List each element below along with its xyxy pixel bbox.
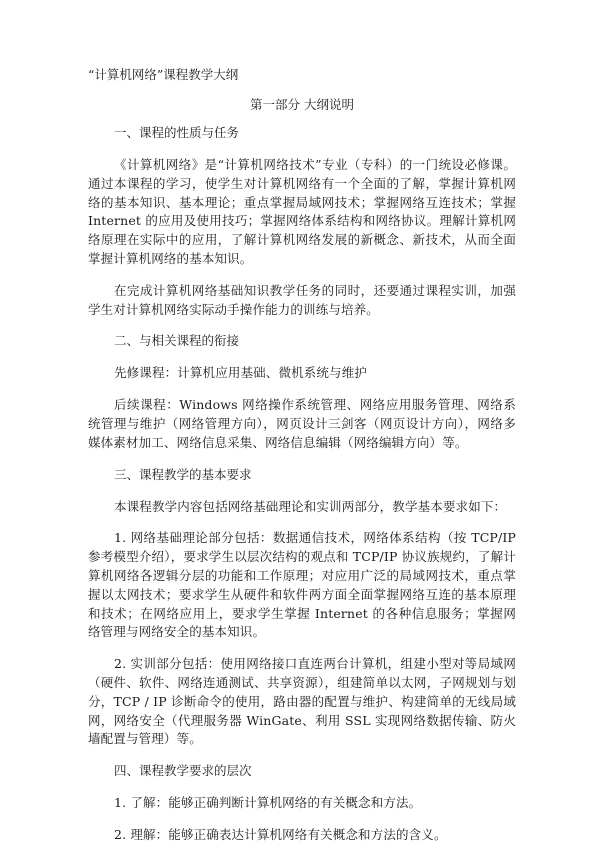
document-title: “计算机网络”课程教学大纲 (88, 67, 239, 82)
paragraph: 先修课程：计算机应用基础、微机系统与维护 (114, 365, 368, 381)
section-heading-4: 四、课程教学要求的层次 (114, 763, 252, 779)
paragraph: 2. 实训部分包括：使用网络接口直连两台计算机，组建小型对等局域网（硬件、软件、网络连通测试、共享资源），组建简单以太网，子网规划与划分，TCP / IP 诊断命令的使用，路由器的配置与维护、构建简单的无线局域网，网络安全（代理服务器 WinGate、利用 SSL 实现网络数据传输、防火墙配置与管理）等。 (88, 656, 516, 747)
paragraph: 1. 网络基础理论部分包括：数据通信技术，网络体系结构（按 TCP/IP 参考模型介绍），要求学生以层次结构的观点和 TCP/IP 协议族规约，了解计算机网络各逻辑分层的功能和工作原理；对应用广泛的局域网技术，重点掌握以太网技术；要求学生从硬件和软件两方面全面掌握网络互连的基本原理和技术；在网络应用上，要求学生掌握 Internet 的各种信息服务；掌握网络管理与网络安全的基本知识。 (88, 530, 516, 640)
part-title: 第一部分 大纲说明 (250, 97, 354, 112)
paragraph: 本课程教学内容包括网络基础理论和实训两部分，教学基本要求如下： (114, 498, 507, 514)
paragraph: 《计算机网络》是“计算机网络技术”专业（专科）的一门统设必修课。通过本课程的学习，使学生对计算机网络有一个全面的了解，掌握计算机网络的基本知识、基本理论；重点掌握局域网技术；掌握网络互连技术；掌握 Internet 的应用及使用技巧；掌握网络体系结构和网络协议。理解计算机网络原理在实际中的应用，了解计算机网络发展的新概念、新技术，从而全面掌握计算机网络的基本知识。 (88, 157, 516, 266)
paragraph: 2. 理解：能够正确表达计算机网络有关概念和方法的含义。 (114, 826, 447, 842)
section-heading-3: 三、课程教学的基本要求 (114, 466, 252, 482)
paragraph: 1. 了解：能够正确判断计算机网络的有关概念和方法。 (114, 795, 422, 811)
paragraph: 在完成计算机网络基础知识教学任务的同时，还要通过课程实训，加强学生对计算机网络实际动手操作能力的训练与培养。 (88, 282, 516, 317)
paragraph: 后续课程：Windows 网络操作系统管理、网络应用服务管理、网络系统管理与维护（网络管理方向），网页设计三剑客（网页设计方向），网络多媒体素材加工、网络信息采集、网络信息编辑（网络编辑方向）等。 (88, 397, 516, 450)
section-heading-2: 二、与相关课程的衔接 (114, 333, 240, 349)
section-heading-1: 一、课程的性质与任务 (114, 125, 240, 140)
document-page (88, 66, 516, 858)
